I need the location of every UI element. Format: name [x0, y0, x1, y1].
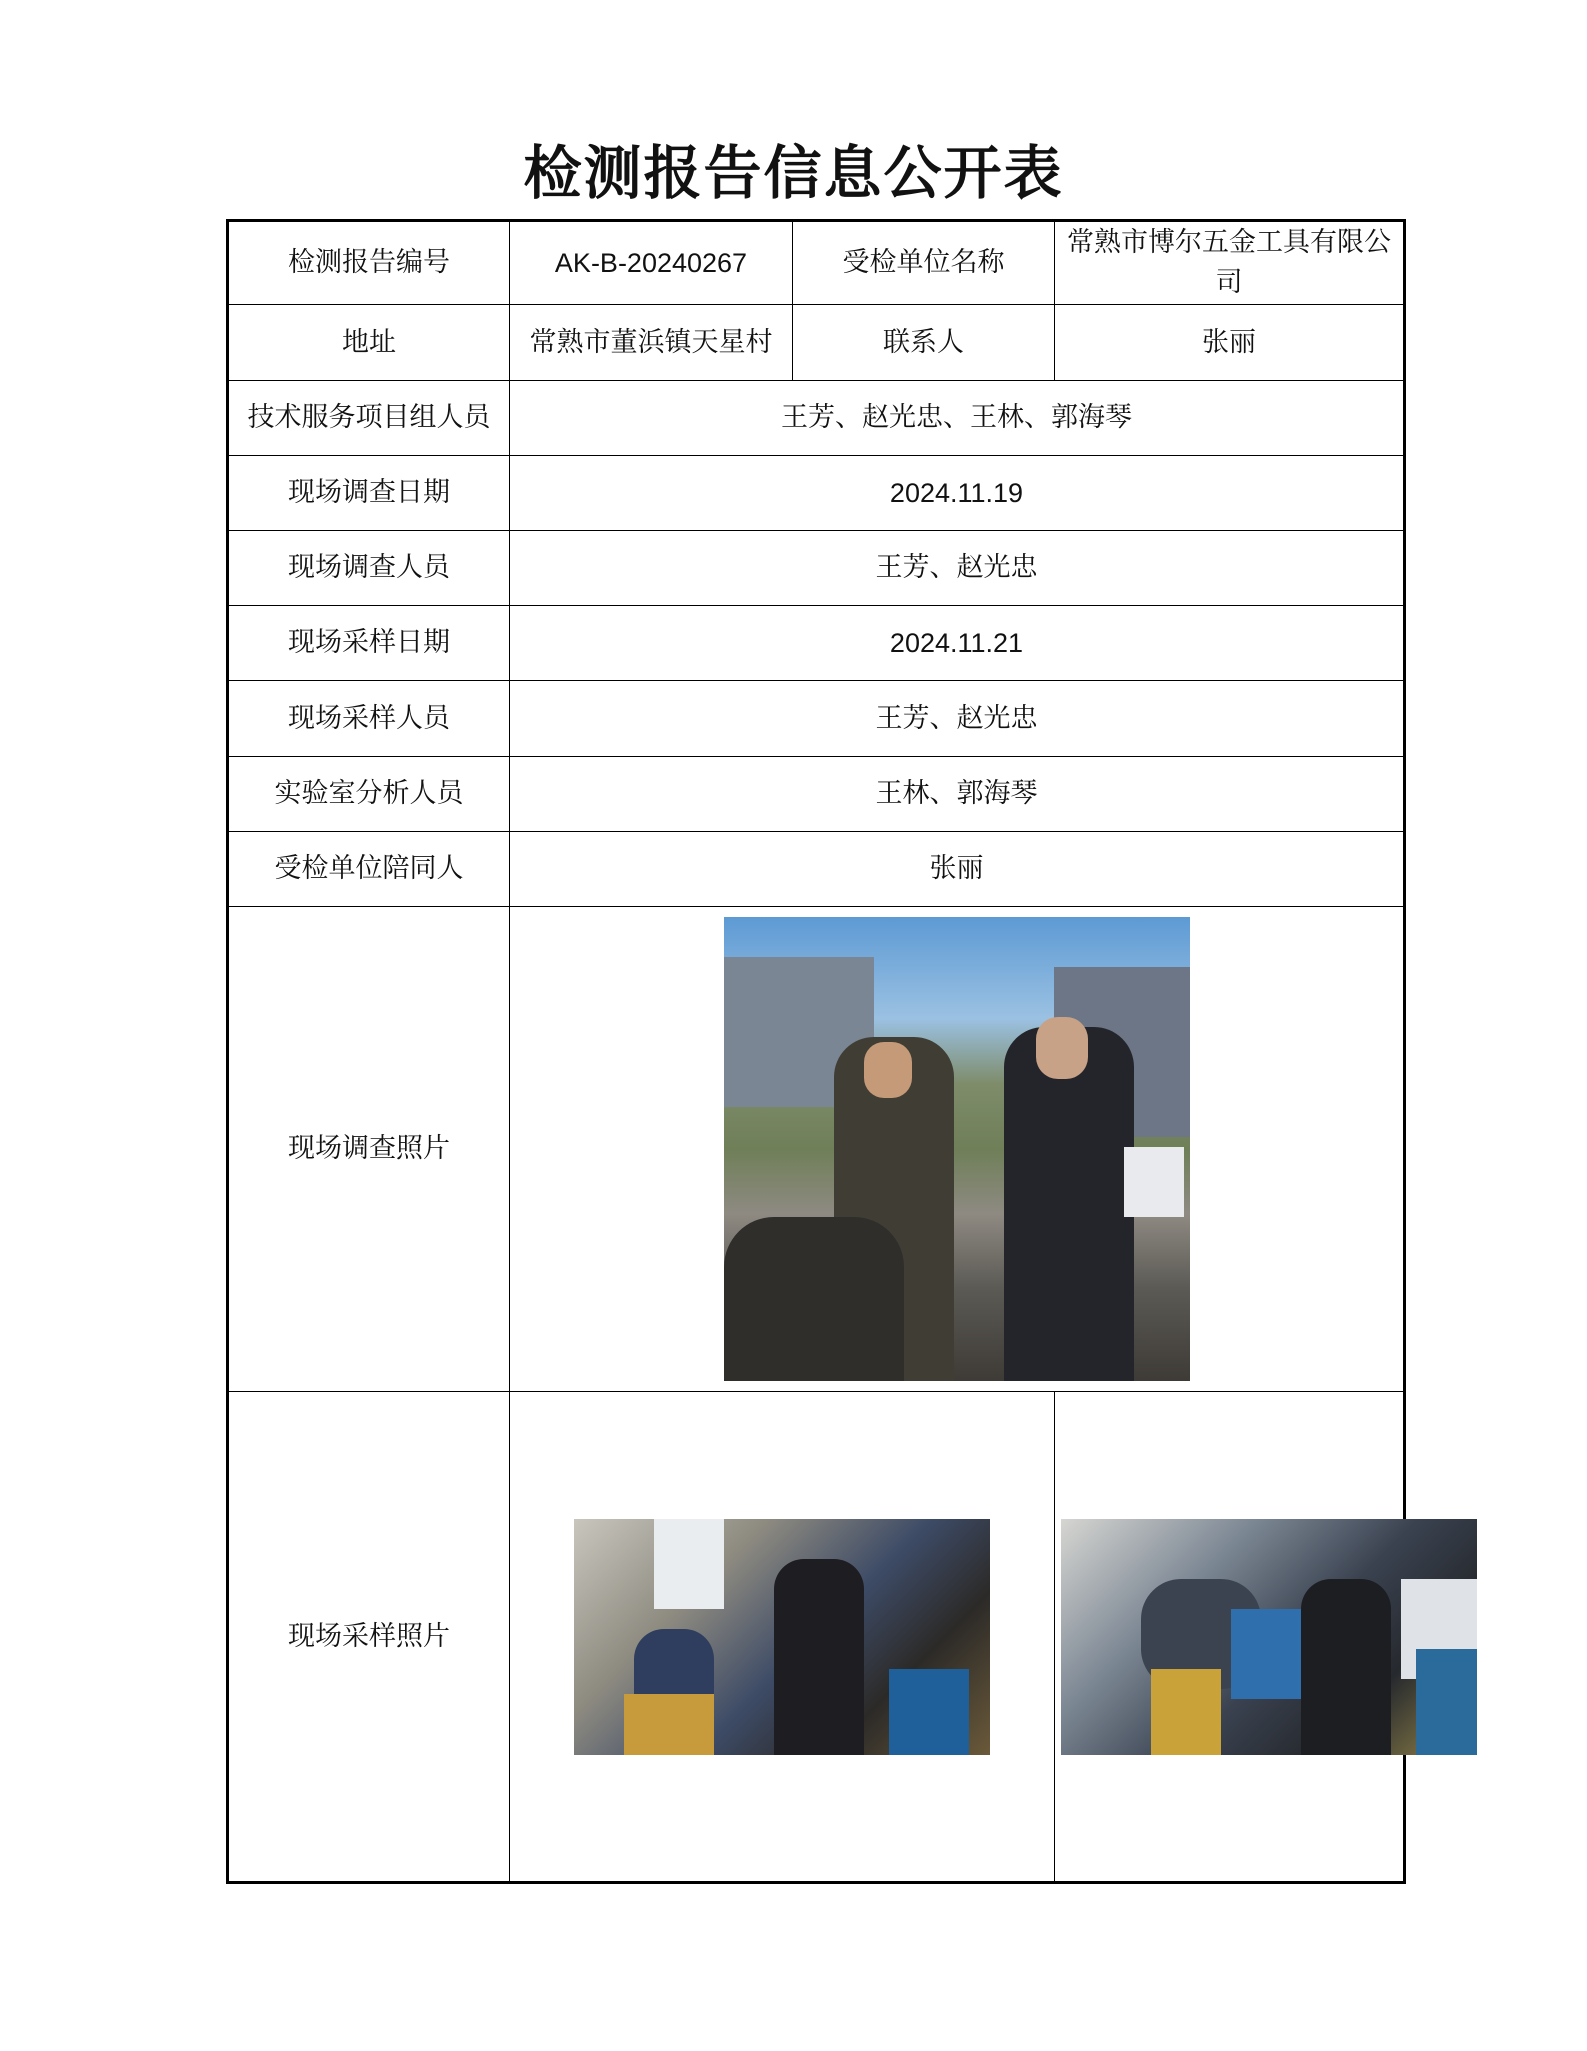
sampling-photo-left — [574, 1519, 990, 1755]
team-label: 技术服务项目组人员 — [228, 381, 510, 456]
survey-photo-cell — [510, 906, 1405, 1392]
sampling-photo-cell-right — [1055, 1392, 1405, 1883]
sampling-staff-label: 现场采样人员 — [228, 681, 510, 756]
survey-staff-value: 王芳、赵光忠 — [510, 531, 1405, 606]
table-row — [228, 456, 1405, 531]
table-row — [228, 606, 1405, 681]
table-row — [228, 1392, 1405, 1883]
unit-name-value: 常熟市博尔五金工具有限公司 — [1055, 221, 1405, 305]
table-row — [228, 381, 1405, 456]
contact-value: 张丽 — [1055, 305, 1405, 381]
escort-value: 张丽 — [510, 831, 1405, 906]
unit-name-label: 受检单位名称 — [793, 221, 1055, 305]
report-number-value: AK-B-20240267 — [510, 221, 793, 305]
sampling-date-label: 现场采样日期 — [228, 606, 510, 681]
team-value: 王芳、赵光忠、王林、郭海琴 — [510, 381, 1405, 456]
table-row — [228, 531, 1405, 606]
page-title: 检测报告信息公开表 — [523, 139, 1064, 207]
survey-date-label: 现场调查日期 — [228, 456, 510, 531]
table-row — [228, 681, 1405, 756]
survey-staff-label: 现场调查人员 — [228, 531, 510, 606]
sampling-photo-cell-left — [510, 1392, 1055, 1883]
table-row — [228, 221, 1405, 305]
lab-staff-label: 实验室分析人员 — [228, 756, 510, 831]
table-row — [228, 305, 1405, 381]
address-label: 地址 — [228, 305, 510, 381]
lab-staff-value: 王林、郭海琴 — [510, 756, 1405, 831]
sampling-photo-right — [1061, 1519, 1477, 1755]
address-value: 常熟市董浜镇天星村 — [510, 305, 793, 381]
survey-photo-label: 现场调查照片 — [228, 906, 510, 1392]
contact-label: 联系人 — [793, 305, 1055, 381]
report-table — [226, 219, 1406, 1884]
table-row — [228, 831, 1405, 906]
survey-date-value: 2024.11.19 — [510, 456, 1405, 531]
report-number-label: 检测报告编号 — [228, 221, 510, 305]
escort-label: 受检单位陪同人 — [228, 831, 510, 906]
table-row — [228, 756, 1405, 831]
table-row — [228, 906, 1405, 1392]
sampling-photo-label: 现场采样照片 — [228, 1392, 510, 1883]
survey-photo — [724, 917, 1190, 1381]
sampling-date-value: 2024.11.21 — [510, 606, 1405, 681]
sampling-staff-value: 王芳、赵光忠 — [510, 681, 1405, 756]
